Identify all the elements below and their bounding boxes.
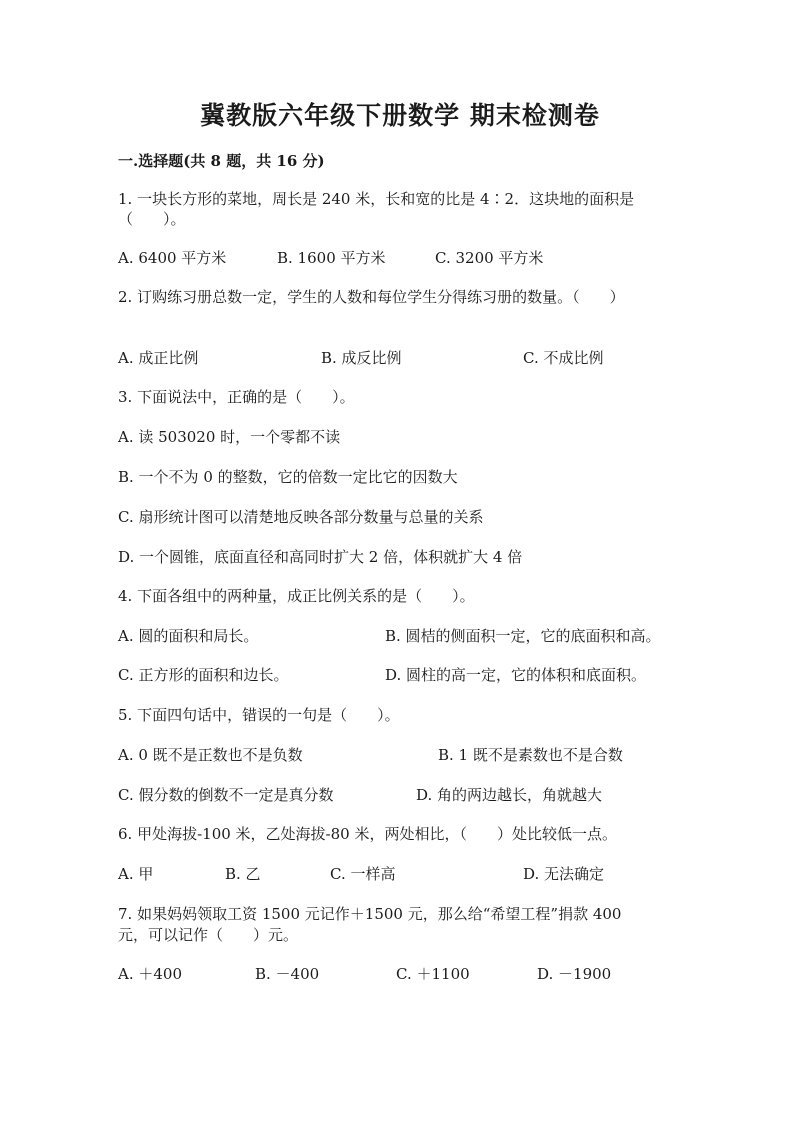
question-2-option-b: B. 成反比例 [321, 349, 402, 367]
question-4-option-a: A. 圆的面积和局长。 [118, 627, 259, 645]
question-2-option-a: A. 成正比例 [118, 349, 199, 367]
question-7-option-c: C. ＋1100 [396, 965, 470, 983]
question-5-text: 5. 下面四句话中，错误的一句是（ ）。 [118, 706, 400, 724]
question-4-option-d: D. 圆柱的高一定，它的体积和底面积。 [385, 666, 647, 684]
question-1-text-line-1: 1. 一块长方形的菜地，周长是 240 米，长和宽的比是 4∶2．这块地的面积是 [118, 190, 635, 208]
question-1-option-b: B. 1600 平方米 [277, 249, 386, 267]
question-2-text: 2. 订购练习册总数一定，学生的人数和每位学生分得练习册的数量。（ ） [118, 288, 625, 306]
question-3-text: 3. 下面说法中，正确的是（ ）。 [118, 388, 355, 406]
question-1-option-a: A. 6400 平方米 [118, 249, 227, 267]
question-3-option-b: B. 一个不为 0 的整数，它的倍数一定比它的因数大 [118, 468, 458, 486]
question-5-option-c: C. 假分数的倒数不一定是真分数 [118, 786, 334, 804]
question-4-text: 4. 下面各组中的两种量，成正比例关系的是（ ）。 [118, 587, 475, 605]
question-6-option-a: A. 甲 [118, 865, 154, 883]
question-1-option-c: C. 3200 平方米 [435, 249, 544, 267]
question-1-text-line-2: （ ）。 [118, 210, 186, 228]
question-2-option-c: C. 不成比例 [523, 349, 604, 367]
question-7-option-b: B. －400 [255, 965, 320, 983]
section-heading: 一.选择题(共 8 题，共 16 分) [118, 152, 325, 170]
question-3-option-a: A. 读 503020 时，一个零都不读 [118, 428, 341, 446]
question-4-option-b: B. 圆桔的侧面积一定，它的底面积和高。 [385, 627, 661, 645]
page-title: 冀教版六年级下册数学 期末检测卷 [200, 101, 600, 130]
question-3-option-d: D. 一个圆锥，底面直径和高同时扩大 2 倍，体积就扩大 4 倍 [118, 548, 523, 566]
question-6-text: 6. 甲处海拔-100 米，乙处海拔-80 米，两处相比，（ ）处比较低一点。 [118, 825, 617, 843]
question-6-option-b: B. 乙 [225, 865, 261, 883]
question-7-option-a: A. ＋400 [118, 965, 182, 983]
question-6-option-c: C. 一样高 [330, 865, 396, 883]
question-5-option-a: A. 0 既不是正数也不是负数 [118, 746, 303, 764]
question-6-option-d: D. 无法确定 [523, 865, 605, 883]
question-5-option-d: D. 角的两边越长，角就越大 [416, 786, 603, 804]
question-7-text-line-2: 元，可以记作（ ）元。 [118, 926, 299, 944]
question-7-option-d: D. －1900 [537, 965, 612, 983]
question-4-option-c: C. 正方形的面积和边长。 [118, 666, 289, 684]
question-5-option-b: B. 1 既不是素数也不是合数 [438, 746, 623, 764]
question-3-option-c: C. 扇形统计图可以清楚地反映各部分数量与总量的关系 [118, 508, 484, 526]
question-7-text-line-1: 7. 如果妈妈领取工资 1500 元记作＋1500 元，那么给“希望工程”捐款 400 [118, 905, 622, 923]
